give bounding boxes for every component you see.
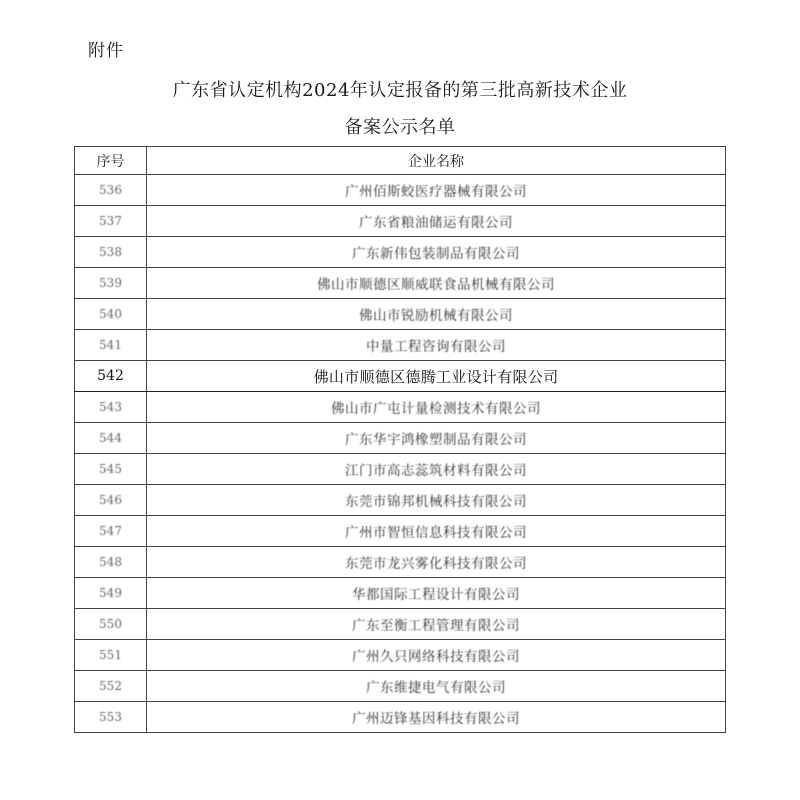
company-name: 广州佰斯蛟医疗器械有限公司 — [147, 175, 726, 206]
document-subtitle: 备案公示名单 — [344, 117, 456, 138]
table-row — [75, 206, 726, 237]
table-row — [75, 547, 726, 578]
row-number: 541 — [75, 330, 147, 361]
row-number: 545 — [75, 454, 147, 485]
document-title: 广东省认定机构2024年认定报备的第三批高新技术企业 — [172, 80, 628, 101]
company-name: 广东华宇鸿橡塑制品有限公司 — [147, 423, 726, 454]
company-name: 江门市高志蕊筑材料有限公司 — [147, 454, 726, 485]
row-number: 543 — [75, 392, 147, 423]
row-number: 553 — [75, 702, 147, 733]
row-number: 548 — [75, 547, 147, 578]
table-row — [75, 237, 726, 268]
company-name: 广东省粮油储运有限公司 — [147, 206, 726, 237]
row-number: 550 — [75, 609, 147, 640]
table-row — [75, 423, 726, 454]
row-number: 542 — [75, 361, 147, 392]
header-company-name: 企业名称 — [147, 147, 726, 175]
company-name: 广东新伟包装制品有限公司 — [147, 237, 726, 268]
table-row — [75, 175, 726, 206]
company-name: 佛山市顺德区顺威联食品机械有限公司 — [147, 268, 726, 299]
company-name: 广州迈锋基因科技有限公司 — [147, 702, 726, 733]
company-name: 广州久只网络科技有限公司 — [147, 640, 726, 671]
row-number: 536 — [75, 175, 147, 206]
company-name: 华都国际工程设计有限公司 — [147, 578, 726, 609]
row-number: 549 — [75, 578, 147, 609]
company-name: 广东维捷电气有限公司 — [147, 671, 726, 702]
table-row — [75, 485, 726, 516]
attachment-label: 附件 — [88, 41, 124, 61]
row-number: 552 — [75, 671, 147, 702]
company-name: 佛山市顺德区德腾工业设计有限公司 — [147, 361, 726, 392]
company-name: 佛山市锐励机械有限公司 — [147, 299, 726, 330]
table-row — [75, 702, 726, 733]
row-number: 544 — [75, 423, 147, 454]
table-row — [75, 578, 726, 609]
company-list-table — [74, 146, 726, 733]
company-name: 东莞市锦邦机械科技有限公司 — [147, 485, 726, 516]
table-row — [75, 268, 726, 299]
row-number: 547 — [75, 516, 147, 547]
table-row — [75, 392, 726, 423]
row-number: 539 — [75, 268, 147, 299]
table-row — [75, 330, 726, 361]
table-row — [75, 516, 726, 547]
company-name: 广东至衡工程管理有限公司 — [147, 609, 726, 640]
header-serial-number: 序号 — [75, 147, 147, 175]
table-header-row — [75, 147, 726, 175]
row-number: 537 — [75, 206, 147, 237]
company-name: 中量工程咨询有限公司 — [147, 330, 726, 361]
row-number: 540 — [75, 299, 147, 330]
table-row — [75, 640, 726, 671]
table-row — [75, 454, 726, 485]
table-row — [75, 361, 726, 392]
row-number: 551 — [75, 640, 147, 671]
row-number: 538 — [75, 237, 147, 268]
table-row — [75, 609, 726, 640]
company-name: 东莞市龙兴雾化科技有限公司 — [147, 547, 726, 578]
table-row — [75, 299, 726, 330]
table-row — [75, 671, 726, 702]
row-number: 546 — [75, 485, 147, 516]
company-name: 广州市智恒信息科技有限公司 — [147, 516, 726, 547]
company-name: 佛山市广屯计量检测技术有限公司 — [147, 392, 726, 423]
